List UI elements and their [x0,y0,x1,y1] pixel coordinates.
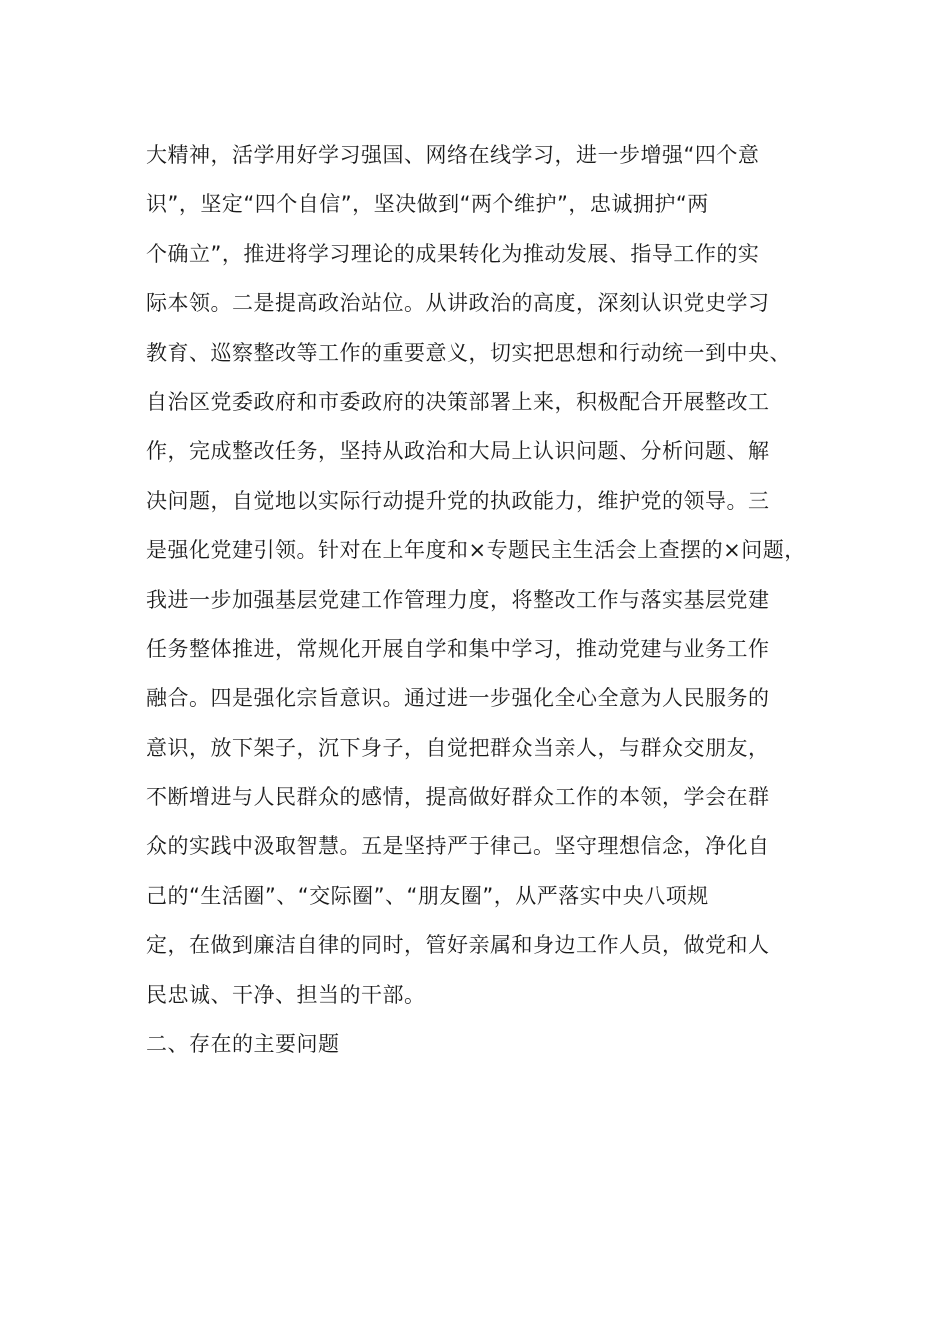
text-line: 自治区党委政府和市委政府的决策部署上来，积极配合开展整改工 [146,389,770,414]
text-line: 教育、巡察整改等工作的重要意义，切实把思想和行动统一到中央、 [146,340,791,365]
text-line: 己的“生活圈”、“交际圈”、“朋友圈”，从严落实中央八项规 [146,883,709,908]
text-line: 个确立”，推进将学习理论的成果转化为推动发展、指导工作的实 [146,241,760,266]
document-body [146,131,846,1069]
text-line: 任务整体推进，常规化开展自学和集中学习，推动党建与业务工作 [146,636,770,661]
text-line: 识”，坚定“四个自信”，坚决做到“两个维护”，忠诚拥护“两 [146,192,709,217]
text-line: 融合。四是强化宗旨意识。通过进一步强化全心全意为人民服务的 [146,686,770,711]
text-line: 决问题，自觉地以实际行动提升党的执政能力，维护党的领导。三 [146,488,770,513]
text-line: 是强化党建引领。针对在上年度和×专题民主生活会上查摆的×问题， [146,538,806,563]
text-line: 际本领。二是提高政治站位。从讲政治的高度，深刻认识党史学习 [146,291,770,316]
text-line: 民忠诚、干净、担当的干部。 [146,982,426,1007]
text-line: 不断增进与人民群众的感情，提高做好群众工作的本领，学会在群 [146,785,770,810]
section-heading: 二、存在的主要问题 [146,1032,340,1057]
text-line: 大精神，活学用好学习强国、网络在线学习，进一步增强“四个意 [146,143,760,167]
text-line: 作，完成整改任务，坚持从政治和大局上认识问题、分析问题、解 [146,439,770,464]
text-line: 定，在做到廉洁自律的同时，管好亲属和身边工作人员，做党和人 [146,933,770,958]
text-line: 意识，放下架子，沉下身子，自觉把群众当亲人，与群众交朋友， [146,735,770,760]
text-line: 众的实践中汲取智慧。五是坚持严于律己。坚守理想信念，净化自 [146,834,770,859]
text-line: 我进一步加强基层党建工作管理力度，将整改工作与落实基层党建 [146,587,770,612]
